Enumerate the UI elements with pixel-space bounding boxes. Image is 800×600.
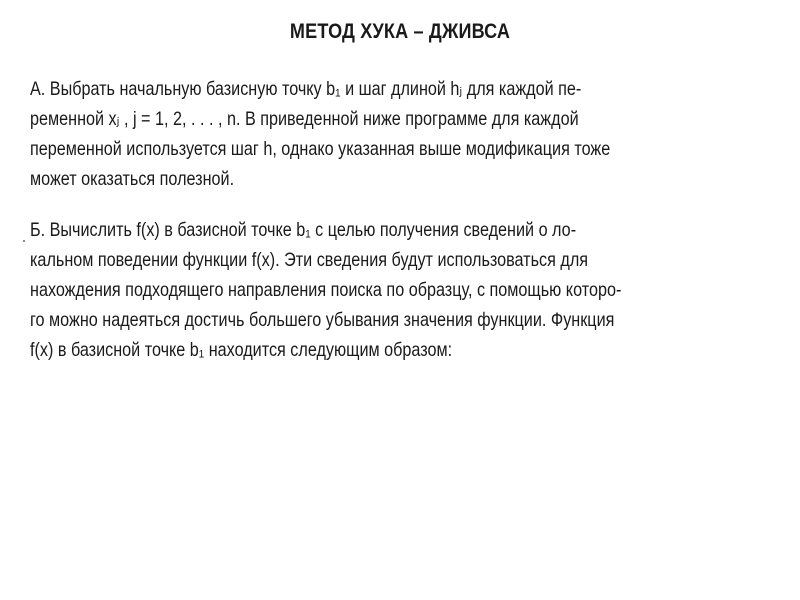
paragraph-a: [30, 74, 792, 194]
paragraph-b-line: нахождения подходящего направления поиска по образцу, с помощью которо-: [30, 279, 622, 301]
paragraph-a-line: переменной используется шаг h, однако указанная выше модификация тоже: [30, 138, 611, 160]
paragraph-b-line: f(x) в базисной точке b₁ находится следующим образом:: [30, 339, 453, 361]
scan-speck: [23, 240, 25, 242]
page-title: МЕТОД ХУКА – ДЖИВСА: [289, 20, 511, 43]
paragraph-b-line: Б. Вычислить f(x) в базисной точке b₁ с целью получения сведений о ло-: [30, 219, 577, 241]
paragraph-b-line: го можно надеяться достичь большего убывания значения функции. Функция: [30, 309, 615, 331]
paragraph-b: [30, 215, 792, 365]
paragraph-a-line: ременной xⱼ , j = 1, 2, . . . , n. В приведенной ниже программе для каждой: [30, 108, 579, 130]
paragraph-a-line: А. Выбрать начальную базисную точку b₁ и шаг длиной hⱼ для каждой пе-: [30, 78, 582, 100]
paragraph-b-line: кальном поведении функции f(x). Эти сведения будут использоваться для: [30, 249, 589, 271]
paragraph-a-line: может оказаться полезной.: [30, 168, 235, 190]
